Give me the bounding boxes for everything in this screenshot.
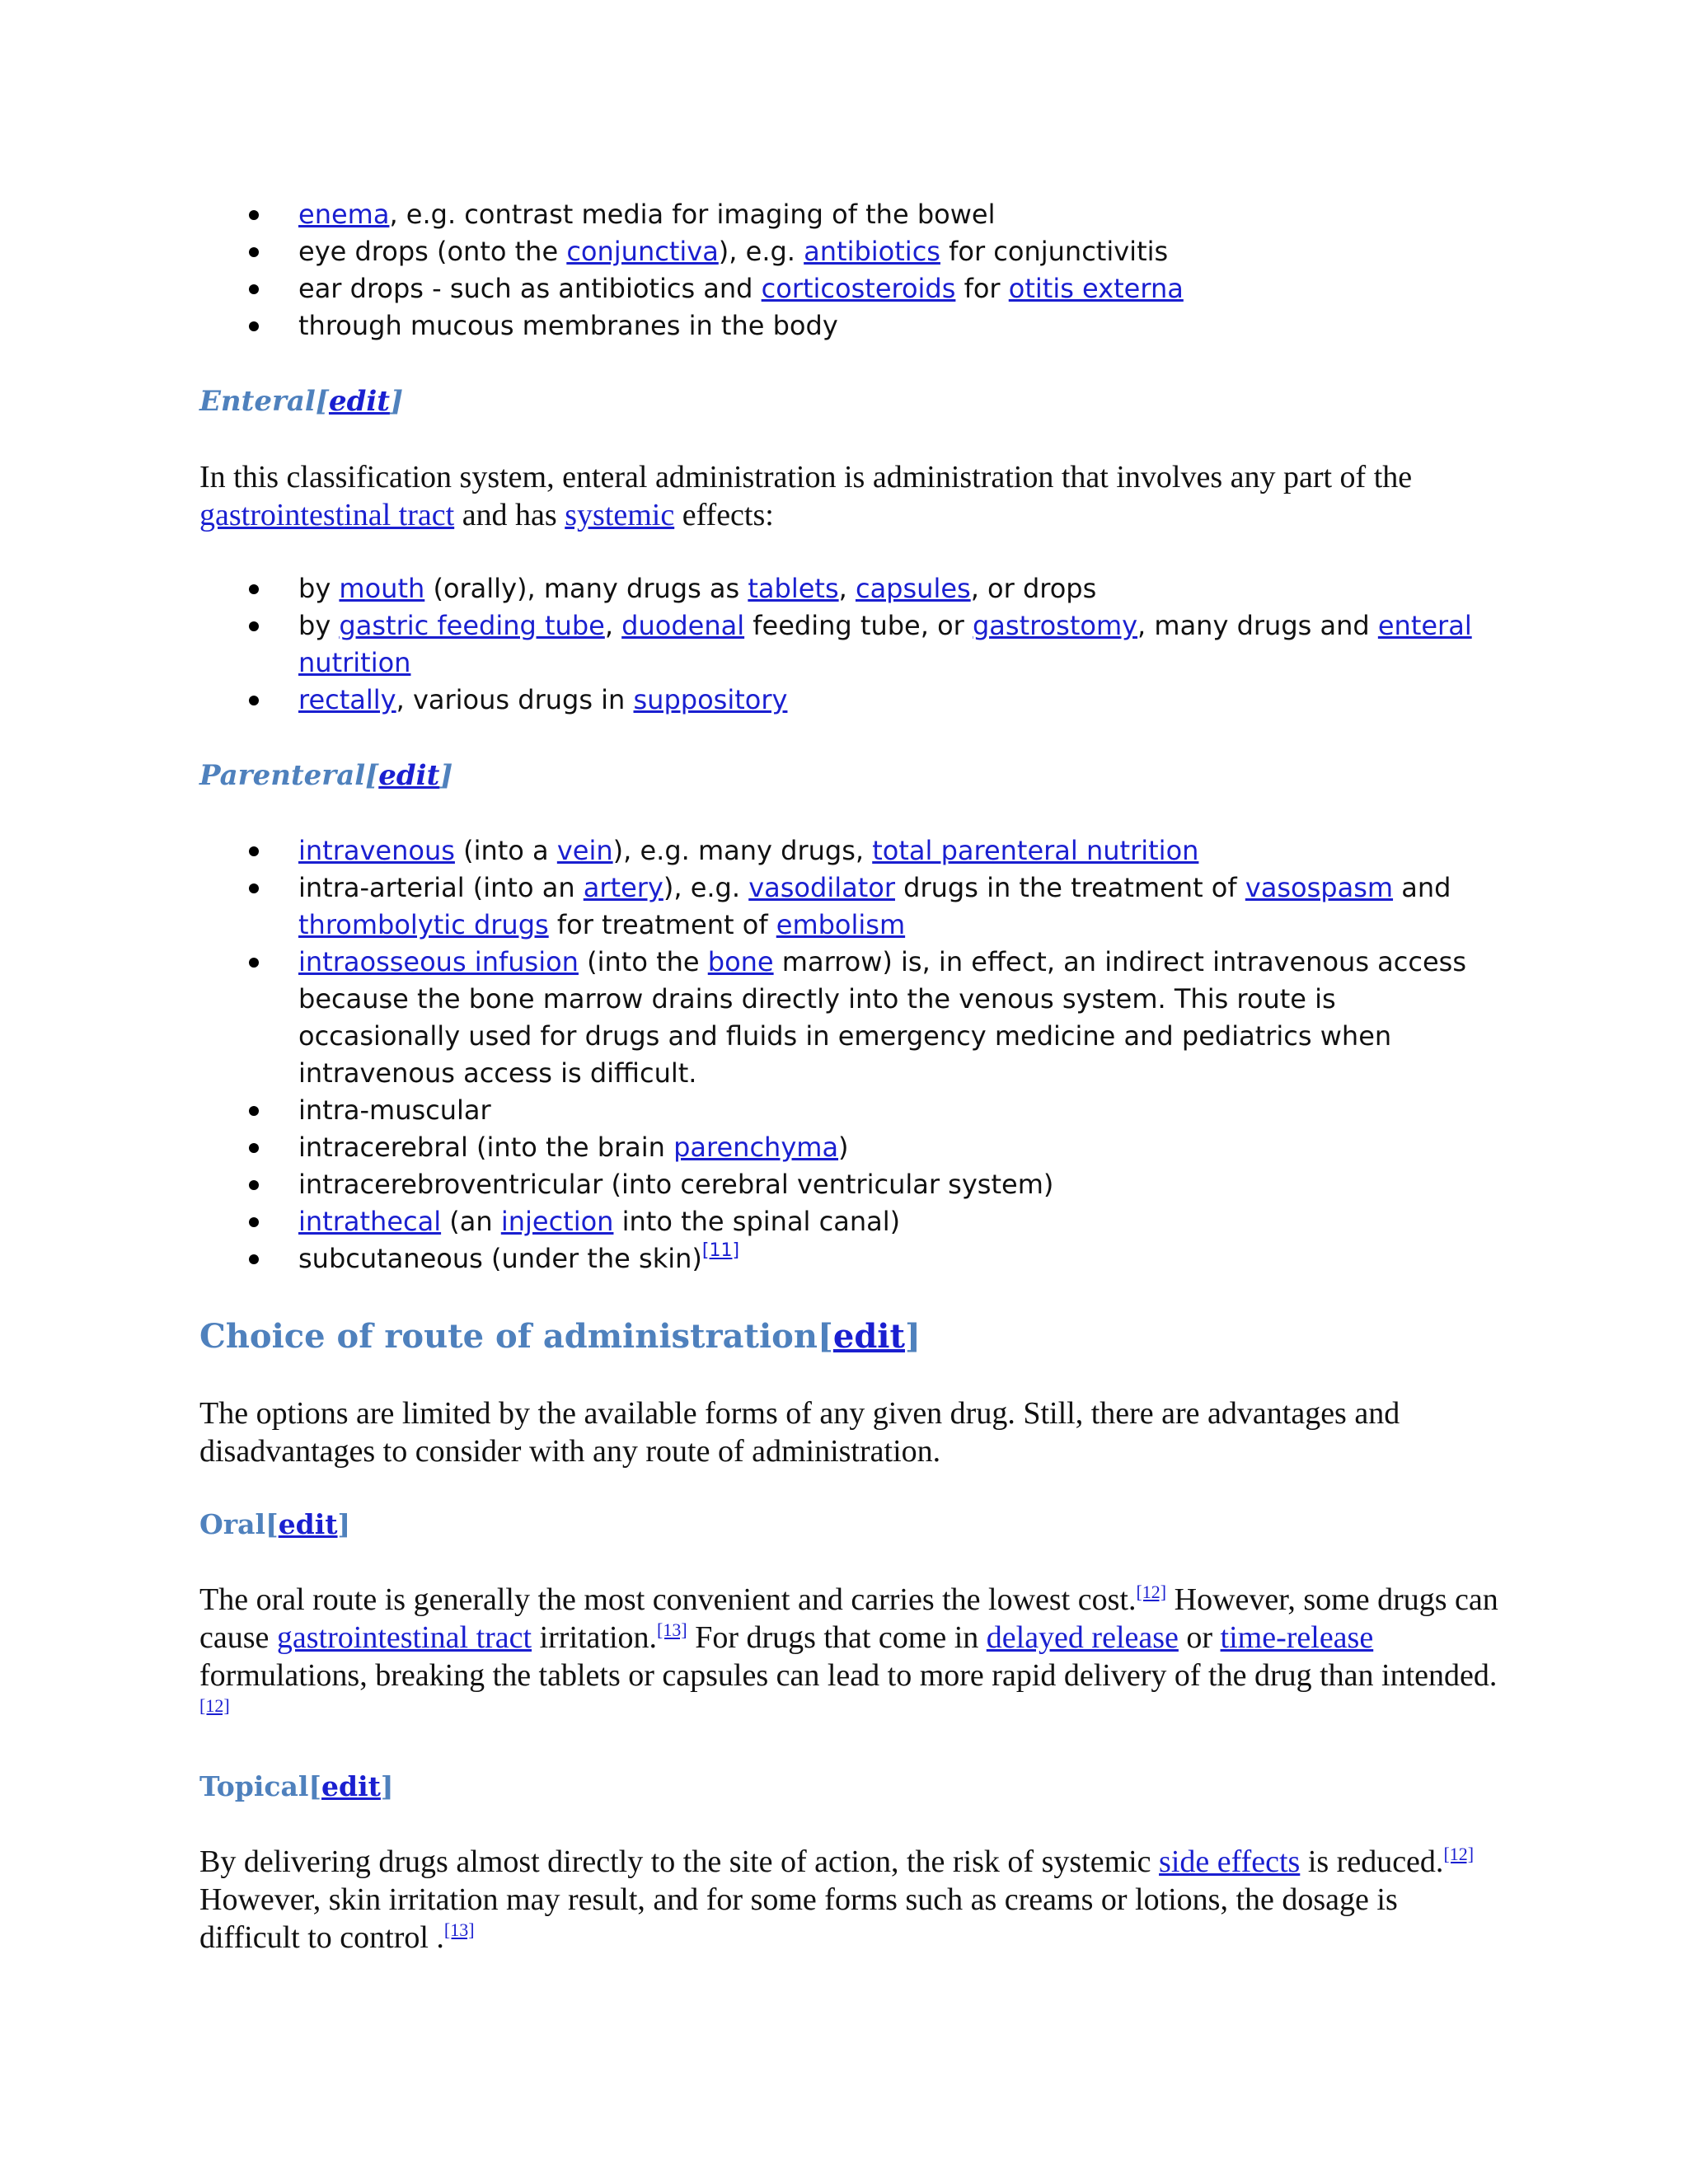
link-delayed-release[interactable]: delayed release — [986, 1620, 1179, 1655]
list-item-text: ), e.g. — [718, 236, 804, 267]
article-content — [199, 196, 1502, 1957]
list-item — [199, 570, 1502, 607]
link-total-parenteral-nutrition[interactable]: total parenteral nutrition — [872, 835, 1199, 866]
list-item — [199, 196, 1502, 233]
list-item — [199, 1129, 1502, 1166]
paragraph-text: The options are limited by the available forms of any given drug. Still, there are advantages and disadvantages to consider with any route of administration. — [199, 1396, 1400, 1469]
list-item — [199, 233, 1502, 270]
link-corticosteroids[interactable]: corticosteroids — [761, 273, 956, 304]
list-item-text: for conjunctivitis — [940, 236, 1169, 267]
citation-link-12c[interactable]: [12] — [1443, 1844, 1475, 1864]
paragraph-text: However, skin irritation may result, and for some forms such as creams or lotions, the dosage is difficult to control . — [199, 1882, 1398, 1955]
link-intraosseous-infusion[interactable]: intraosseous infusion — [298, 946, 579, 977]
list-item-text: intracerebral (into the brain — [298, 1132, 674, 1163]
list-item-text: for treatment of — [548, 909, 776, 940]
link-gastrostomy[interactable]: gastrostomy — [972, 610, 1138, 641]
list-item-text: , various drugs in — [396, 684, 634, 715]
paragraph-text: formulations, breaking the tablets or capsules can lead to more rapid delivery of the drug than intended. — [199, 1658, 1498, 1693]
link-intravenous[interactable]: intravenous — [298, 835, 455, 866]
paragraph-text: The oral route is generally the most convenient and carries the lowest cost. — [199, 1582, 1137, 1617]
list-item-text: and — [1393, 872, 1451, 903]
list-item-text: into the spinal canal) — [613, 1206, 901, 1237]
link-mouth[interactable]: mouth — [339, 573, 425, 604]
paragraph-text: effects: — [674, 498, 774, 532]
link-enteral-nutrition[interactable]: enteral nutrition — [298, 610, 1472, 678]
list-item-text: intra-muscular — [298, 1094, 491, 1126]
list-item — [199, 832, 1502, 869]
list-item-text: through mucous membranes in the body — [298, 310, 838, 341]
list-item-text: by — [298, 573, 340, 604]
list-item-text: intra-arterial (into an — [298, 872, 584, 903]
list-item-text: (into the — [578, 946, 708, 977]
link-vasodilator[interactable]: vasodilator — [748, 872, 895, 903]
link-capsules[interactable]: capsules — [855, 573, 971, 604]
paragraph-text: In this classification system, enteral administration is administration that involves any part of the — [199, 460, 1413, 494]
list-item-text: , — [838, 573, 856, 604]
link-otitis-externa[interactable]: otitis externa — [1008, 273, 1184, 304]
list-item-text: marrow) is, in effect, an indirect intravenous access because the bone marrow drains directly into the venous system. This route is occasionally used for drugs and fluids in emergency medicine and pediatrics when intravenous access is difficult. — [298, 946, 1466, 1089]
heading-topical: Topical[edit] — [199, 1770, 394, 1802]
list-item-text: subcutaneous (under the skin) — [298, 1243, 702, 1274]
heading-enteral: Enteral[edit] — [199, 385, 404, 418]
citation — [1136, 1582, 1166, 1602]
list-item-text: (an — [441, 1206, 501, 1237]
link-antibiotics[interactable]: antibiotics — [804, 236, 940, 267]
link-conjunctiva[interactable]: conjunctiva — [566, 236, 719, 267]
heading-text: Topical — [199, 1770, 309, 1802]
heading-text: Choice of route of administration — [199, 1317, 818, 1356]
link-gastric-feeding-tube[interactable]: gastric feeding tube — [339, 610, 605, 641]
paragraph-text: For drugs that come in — [687, 1620, 987, 1655]
heading-oral: Oral[edit] — [199, 1508, 351, 1540]
list-item — [199, 307, 1502, 344]
edit-link-parenteral[interactable]: edit — [378, 759, 440, 792]
list-item — [199, 869, 1502, 944]
link-intrathecal[interactable]: intrathecal — [298, 1206, 442, 1237]
heading-text: Enteral — [199, 385, 316, 418]
paragraph-text: irritation. — [532, 1620, 658, 1655]
link-injection[interactable]: injection — [500, 1206, 614, 1237]
paragraph-text: However, some drugs can cause — [199, 1582, 1498, 1655]
list-item-text: eye drops (onto the — [298, 236, 567, 267]
list-item-text: by — [298, 610, 340, 641]
link-tablets[interactable]: tablets — [748, 573, 839, 604]
list-item-text: for — [955, 273, 1009, 304]
link-thrombolytic-drugs[interactable]: thrombolytic drugs — [298, 909, 549, 940]
list-item-text: , — [604, 610, 622, 641]
link-artery[interactable]: artery — [583, 872, 663, 903]
citation — [702, 1240, 739, 1261]
enteral-routes-list — [199, 570, 1502, 719]
citation — [1443, 1844, 1474, 1864]
link-bone[interactable]: bone — [707, 946, 774, 977]
citation — [444, 1919, 475, 1940]
edit-link-choice[interactable]: edit — [832, 1317, 905, 1356]
paragraph-text: By delivering drugs almost directly to the site of action, the risk of systemic — [199, 1844, 1160, 1879]
list-item-text: (into a — [454, 835, 557, 866]
list-item — [199, 1166, 1502, 1203]
link-time-release[interactable]: time-release — [1220, 1620, 1374, 1655]
link-vein[interactable]: vein — [556, 835, 613, 866]
citation — [199, 1695, 230, 1716]
list-item-text: intracerebroventricular (into cerebral ventricular system) — [298, 1169, 1054, 1200]
heading-text: Oral — [199, 1508, 266, 1540]
link-rectally[interactable]: rectally — [298, 684, 396, 715]
citation — [657, 1619, 687, 1640]
list-item — [199, 270, 1502, 307]
edit-link-topical[interactable]: edit — [321, 1770, 381, 1802]
list-item-text: feeding tube, or — [744, 610, 973, 641]
link-gastrointestinal-tract[interactable]: gastrointestinal tract — [199, 498, 455, 532]
list-item — [199, 944, 1502, 1092]
list-item — [199, 682, 1502, 719]
list-item — [199, 1240, 1502, 1277]
list-item — [199, 607, 1502, 682]
heading-text: Parenteral — [199, 759, 366, 792]
citation-link-11[interactable]: [11] — [701, 1240, 740, 1261]
oral-paragraph — [199, 1581, 1502, 1732]
link-suppository[interactable]: suppository — [633, 684, 788, 715]
list-item-text: ) — [838, 1132, 849, 1163]
list-item-text: , e.g. contrast media for imaging of the bowel — [389, 199, 996, 230]
paragraph-text: or — [1178, 1620, 1221, 1655]
list-item-text: ), e.g. — [663, 872, 749, 903]
heading-parenteral: Parenteral[edit] — [199, 759, 453, 792]
topical-paragraph — [199, 1843, 1502, 1957]
paragraph-text: is reduced. — [1300, 1844, 1444, 1879]
citation-link-12b[interactable]: [12] — [199, 1695, 230, 1716]
citation-link-12[interactable]: [12] — [1136, 1582, 1167, 1602]
list-item-text: drugs in the treatment of — [894, 872, 1245, 903]
heading-choice-of-route: Choice of route of administration[edit] — [199, 1317, 921, 1356]
citation-link-13b[interactable]: [13] — [443, 1919, 475, 1940]
link-parenchyma[interactable]: parenchyma — [673, 1132, 839, 1163]
citation-link-13[interactable]: [13] — [657, 1619, 687, 1640]
link-enema[interactable]: enema — [298, 199, 390, 230]
list-item-text: ear drops - such as antibiotics and — [298, 273, 762, 304]
edit-link-oral[interactable]: edit — [278, 1508, 338, 1540]
topical-routes-list — [199, 196, 1502, 344]
enteral-intro — [199, 458, 1502, 534]
link-duodenal[interactable]: duodenal — [621, 610, 745, 641]
list-item-text: (orally), many drugs as — [424, 573, 748, 604]
paragraph-text: and has — [454, 498, 565, 532]
list-item-text: , many drugs and — [1137, 610, 1378, 641]
link-side-effects[interactable]: side effects — [1159, 1844, 1301, 1879]
list-item-text: , or drops — [970, 573, 1097, 604]
choice-paragraph — [199, 1394, 1502, 1470]
link-systemic[interactable]: systemic — [565, 498, 675, 532]
list-item-text: ), e.g. many drugs, — [612, 835, 873, 866]
edit-link-enteral[interactable]: edit — [328, 385, 390, 418]
list-item — [199, 1092, 1502, 1129]
link-vasospasm[interactable]: vasospasm — [1245, 872, 1394, 903]
link-gastrointestinal-tract-2[interactable]: gastrointestinal tract — [276, 1620, 532, 1655]
list-item — [199, 1203, 1502, 1240]
parenteral-routes-list — [199, 832, 1502, 1277]
link-embolism[interactable]: embolism — [776, 909, 906, 940]
